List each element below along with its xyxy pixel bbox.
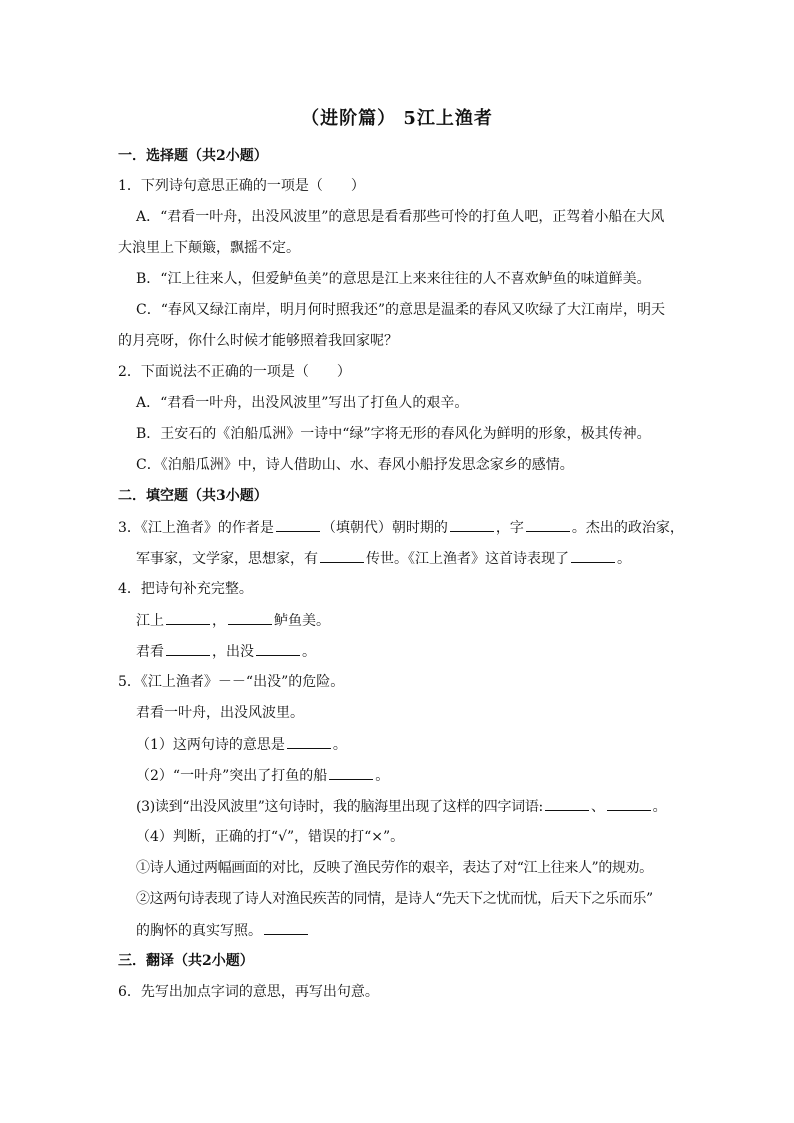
question-3-text: 。 <box>617 551 631 567</box>
question-5-sub-4: （4）判断，正确的打“√”，错误的打“×”。 <box>136 829 405 845</box>
sub-question-text: （1）这两句诗的意思是 <box>136 737 285 753</box>
question-2-option-a: A．“君看一叶舟，出没风波里”写出了打鱼人的艰辛。 <box>136 395 469 411</box>
question-2-option-c: C．《泊船瓜洲》中，诗人借助山、水、春风小船抒发思念家乡的感情。 <box>136 457 574 473</box>
question-4-stem: 4．把诗句补充完整。 <box>118 581 253 597</box>
answer-blank[interactable] <box>276 517 320 532</box>
sub-question-text: 的胸怀的真实写照。 <box>136 923 262 939</box>
question-5-judge-2-line2 <box>136 920 310 941</box>
question-1-option-b: B．“江上往来人，但爱鲈鱼美”的意思是江上来来往往的人不喜欢鲈鱼的味道鲜美。 <box>136 271 651 287</box>
poem-text: 江上 <box>136 613 164 629</box>
sub-question-text: 。 <box>652 799 667 815</box>
answer-blank[interactable] <box>166 610 210 625</box>
poem-text: ， <box>212 613 226 629</box>
section-heading-fill: 二．填空题（共3小题） <box>118 488 268 504</box>
answer-blank[interactable] <box>256 641 300 656</box>
answer-blank[interactable] <box>607 796 651 811</box>
section-heading-translate: 三．翻译（共2小题） <box>118 953 254 969</box>
section-heading-choice: 一．选择题（共2小题） <box>118 148 268 164</box>
question-6-stem: 6．先写出加点字词的意思，再写出句意。 <box>118 984 379 1000</box>
poem-text: 鲈鱼美。 <box>274 613 330 629</box>
question-5-sub-1 <box>136 734 347 755</box>
question-5-sub-2 <box>136 765 389 786</box>
question-1-option-a-line1: A．“君看一叶舟，出没风波里”的意思是看看那些可怜的打鱼人吧，正驾着小船在大风 <box>136 209 665 225</box>
poem-text: 。 <box>302 644 316 660</box>
question-5-judge-1: ①诗人通过两幅画面的对比，反映了渔民劳作的艰辛，表达了对“江上往来人”的规劝。 <box>136 860 653 876</box>
answer-blank[interactable] <box>545 796 589 811</box>
sub-question-text: 。 <box>375 768 390 784</box>
question-3-text: 军事家，文学家，思想家，有 <box>136 551 318 567</box>
sub-question-text: 。 <box>332 737 347 753</box>
question-1-option-c-line2: 的月亮呀，你什么时候才能够照着我回家呢？ <box>118 333 398 349</box>
answer-blank[interactable] <box>228 610 272 625</box>
question-3-text: 。杰出的政治家， <box>571 520 684 536</box>
question-5-sub-3 <box>136 796 666 817</box>
answer-blank[interactable] <box>287 734 331 749</box>
answer-blank[interactable] <box>450 517 494 532</box>
question-3-text: 传世。《江上渔者》这首诗表现了 <box>366 551 569 567</box>
answer-blank[interactable] <box>526 517 570 532</box>
page-title: （进阶篇） 5江上渔者 <box>301 108 493 129</box>
poem-text: ，出没 <box>212 644 254 660</box>
question-4-line1 <box>136 610 330 631</box>
question-2-stem: 2．下面说法不正确的一项是（ ） <box>118 364 351 380</box>
answer-blank[interactable] <box>320 548 364 563</box>
question-5-judge-2-line1: ②这两句诗表现了诗人对渔民疾苦的同情，是诗人“先天下之忧而忧，后天下之乐而乐” <box>136 891 653 907</box>
question-5-poem: 君看一叶舟，出没风波里。 <box>136 705 304 721</box>
answer-blank[interactable] <box>264 920 308 935</box>
poem-text: 君看 <box>136 644 164 660</box>
answer-blank[interactable] <box>571 548 615 563</box>
question-3-line2 <box>136 548 631 569</box>
question-3-text: （填朝代）朝时期的 <box>321 520 448 536</box>
sub-question-text: 、 <box>590 799 605 815</box>
question-3-line1 <box>118 517 684 538</box>
question-1-option-c-line1: C．“春风又绿江南岸，明月何时照我还”的意思是温柔的春风又吹绿了大江南岸，明天 <box>136 302 666 318</box>
question-3-text: 3．《江上渔者》的作者是 <box>118 520 274 536</box>
question-2-option-b: B．王安石的《泊船瓜洲》一诗中“绿”字将无形的春风化为鲜明的形象，极其传神。 <box>136 426 651 442</box>
question-1-option-a-line2: 大浪里上下颠簸，飘摇不定。 <box>118 240 300 256</box>
sub-question-text: (3)读到“出没风波里”这句诗时，我的脑海里出现了这样的四字词语: <box>136 799 543 815</box>
question-5-stem: 5．《江上渔者》－－“出没”的危险。 <box>118 674 345 690</box>
question-4-line2 <box>136 641 316 662</box>
answer-blank[interactable] <box>329 765 373 780</box>
question-1-stem: 1．下列诗句意思正确的一项是（ ） <box>118 178 365 194</box>
sub-question-text: （2）“一叶舟”突出了打鱼的船 <box>136 768 328 784</box>
question-3-text: ，字 <box>495 520 524 536</box>
answer-blank[interactable] <box>166 641 210 656</box>
